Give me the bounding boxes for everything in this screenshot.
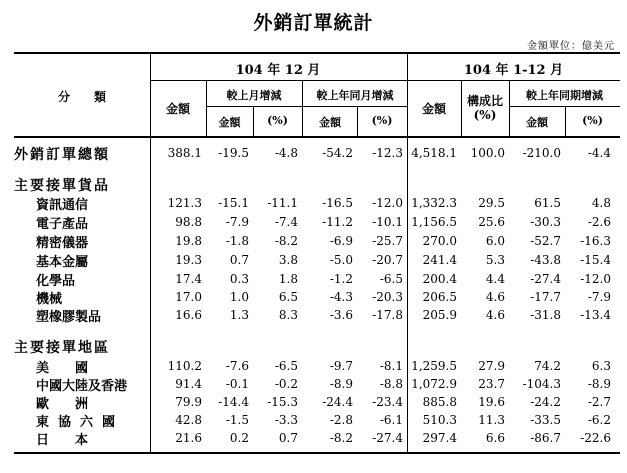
row-label: 資訊通信 [36,198,89,213]
header-mom-change: 較上月增減 [226,89,282,102]
header-yoy-change: 較上年同月增減 [316,89,394,102]
table-cell: -13.4 [580,308,611,322]
table-cell: 206.5 [422,290,457,304]
table-cell: -30.3 [530,215,561,229]
table-cell: 19.6 [478,395,505,409]
table-cell: 1.0 [229,290,249,304]
table-cell: 6.5 [278,290,298,304]
table-cell: -5.0 [329,253,353,267]
header-sub-border [206,106,407,107]
table-cell: -4.4 [587,146,611,160]
table-cell: -15.4 [580,253,611,267]
header-yoy-pct: (%) [371,114,393,127]
table-cell: 100.0 [470,146,505,160]
row-label: 美 國 [36,361,88,376]
table-cell: -12.3 [372,146,403,160]
header-ytd-yoy-pct: (%) [582,114,603,127]
col-divider-month-amount [206,80,207,136]
table-cell: -6.2 [587,413,611,427]
table-cell: 121.3 [167,196,202,210]
table-cell: 61.5 [534,196,561,210]
table-cell: -7.9 [225,215,249,229]
table-cell: -2.8 [329,413,353,427]
table-cell: 885.8 [422,395,457,409]
table-cell: 4.8 [591,196,611,210]
table-cell: -104.3 [522,377,561,391]
table-cell: 200.4 [422,272,457,286]
table-cell: -8.8 [379,377,403,391]
table-cell: 21.6 [175,431,202,445]
col-divider-yoy-pct [357,106,358,136]
table-cell: 6.0 [485,234,505,248]
table-cell: 388.1 [167,146,202,160]
table-cell: 25.6 [478,215,505,229]
section-heading: 主要接單貨品 [14,178,110,194]
table-cell: -6.9 [329,234,353,248]
col-divider-period [407,52,408,452]
table-cell: -17.7 [530,290,561,304]
table-top-border [14,52,620,54]
table-cell: -25.7 [372,234,403,248]
table-cell: -27.4 [530,272,561,286]
row-label: 塑橡膠製品 [36,310,102,325]
table-cell: 17.0 [175,290,202,304]
table-cell: -15.3 [267,395,298,409]
page-title: 外銷訂單統計 [253,12,374,34]
header-bottom-border [14,136,620,138]
table-cell: -8.2 [329,431,353,445]
table-cell: 510.3 [422,413,457,427]
table-cell: -31.8 [530,308,561,322]
table-cell: 241.4 [422,253,457,267]
table-cell: 98.8 [175,215,202,229]
header-ytd-yoy-change: 較上年同期增減 [526,89,603,102]
table-cell: 4,518.1 [411,146,457,160]
table-cell: 4.4 [485,272,505,286]
table-cell: 0.7 [278,431,298,445]
header-month-amount: 金額 [165,102,190,116]
table-cell: -43.8 [530,253,561,267]
table-cell: -4.3 [329,290,353,304]
header-share-line2: (%) [473,108,497,122]
table-cell: -16.3 [580,234,611,248]
table-cell: 74.2 [534,359,561,373]
table-cell: 5.3 [485,253,505,267]
table-cell: 17.4 [175,272,202,286]
table-bottom-border [14,452,620,454]
header-ytd-amount: 金額 [421,102,446,116]
table-cell: 3.8 [278,253,298,267]
table-cell: -6.5 [379,272,403,286]
table-cell: -3.6 [329,308,353,322]
header-category: 分 類 [57,90,106,104]
row-label: 精密儀器 [36,236,89,251]
table-cell: 297.4 [422,431,457,445]
table-cell: 79.9 [175,395,202,409]
table-cell: -6.5 [274,359,298,373]
table-cell: 4.6 [485,308,505,322]
header-mom-pct: (%) [267,114,288,127]
header-share-line1: 構成比 [466,94,503,108]
table-cell: -52.7 [530,234,561,248]
table-cell: -86.7 [530,431,561,445]
table-cell: -7.9 [587,290,611,304]
table-cell: 11.3 [478,413,505,427]
table-cell: 27.9 [478,359,505,373]
table-cell: 16.6 [175,308,202,322]
table-cell: -16.5 [322,196,353,210]
unit-note: 金額單位：億美元 [527,41,615,52]
table-cell: 0.3 [229,272,249,286]
table-cell: -3.3 [274,413,298,427]
table-cell: -2.7 [587,395,611,409]
row-label: 歐 洲 [36,397,88,412]
table-cell: -9.7 [329,359,353,373]
table-cell: -12.0 [580,272,611,286]
table-cell: -1.8 [225,234,249,248]
table-cell: 270.0 [422,234,457,248]
table-cell: 6.3 [591,359,611,373]
table-cell: 0.7 [229,253,249,267]
table-cell: 1.3 [229,308,249,322]
row-label: 日 本 [36,433,88,448]
row-label: 中國大陸及香港 [36,379,128,394]
table-cell: 205.9 [422,308,457,322]
table-cell: -19.5 [218,146,249,160]
table-cell: 110.2 [167,359,202,373]
table-cell: 23.7 [478,377,505,391]
table-cell: -7.4 [274,215,298,229]
table-cell: -8.2 [274,234,298,248]
col-divider-share [509,80,510,136]
table-cell: -17.8 [372,308,403,322]
row-label: 電子產品 [36,217,89,232]
table-cell: -0.1 [225,377,249,391]
table-cell: -15.1 [218,196,249,210]
table-cell: 1.8 [278,272,298,286]
table-cell: -20.7 [372,253,403,267]
col-divider-ytd-amount [461,80,462,136]
table-cell: -14.4 [218,395,249,409]
table-cell: 4.6 [485,290,505,304]
header-yoy-amount: 金額 [319,116,341,129]
table-cell: 1,156.5 [411,215,457,229]
col-divider-mom-pct [253,106,254,136]
table-cell: 1,072.9 [411,377,457,391]
table-cell: -33.5 [530,413,561,427]
table-cell: -10.1 [372,215,403,229]
col-divider-category [150,52,151,452]
total-label: 外銷訂單總額 [14,147,110,163]
row-label: 機械 [36,292,63,307]
table-cell: -6.1 [379,413,403,427]
table-cell: -4.8 [274,146,298,160]
header-period-ytd: 104 年 1-12 月 [463,63,564,78]
header-mom-amount: 金額 [218,116,241,129]
table-cell: -24.4 [322,395,353,409]
col-divider-mom [302,80,303,136]
row-label: 化學品 [36,274,76,289]
col-divider-ytd-yoy-pct [565,106,566,136]
table-cell: -23.4 [372,395,403,409]
table-cell: -210.0 [522,146,561,160]
table-cell: -22.6 [580,431,611,445]
table-cell: 1,332.3 [411,196,457,210]
table-cell: 1,259.5 [411,359,457,373]
header-mid-border [150,80,620,81]
table-cell: -20.3 [372,290,403,304]
table-cell: -12.0 [372,196,403,210]
table-cell: -2.6 [587,215,611,229]
table-cell: -7.6 [225,359,249,373]
table-cell: 19.8 [175,234,202,248]
table-cell: -8.9 [329,377,353,391]
table-cell: 19.3 [175,253,202,267]
table-cell: -11.2 [322,215,353,229]
table-cell: -54.2 [322,146,353,160]
table-cell: 91.4 [175,377,202,391]
table-cell: 8.3 [278,308,298,322]
row-label: 東 協 六 國 [36,415,115,430]
table-cell: -27.4 [372,431,403,445]
section-heading: 主要接單地區 [14,340,110,356]
table-cell: -1.5 [225,413,249,427]
table-cell: 29.5 [478,196,505,210]
row-label: 基本金屬 [36,255,89,270]
table-cell: -24.2 [530,395,561,409]
table-cell: -1.2 [329,272,353,286]
table-cell: 0.2 [229,431,249,445]
table-cell: 42.8 [175,413,202,427]
table-cell: -8.1 [379,359,403,373]
table-cell: -0.2 [274,377,298,391]
header-ytd-yoy-amount: 金額 [526,116,548,129]
table-cell: -11.1 [267,196,298,210]
table-cell: -8.9 [587,377,611,391]
header-period-month: 104 年 12 月 [235,63,321,78]
table-cell: 6.6 [485,431,505,445]
